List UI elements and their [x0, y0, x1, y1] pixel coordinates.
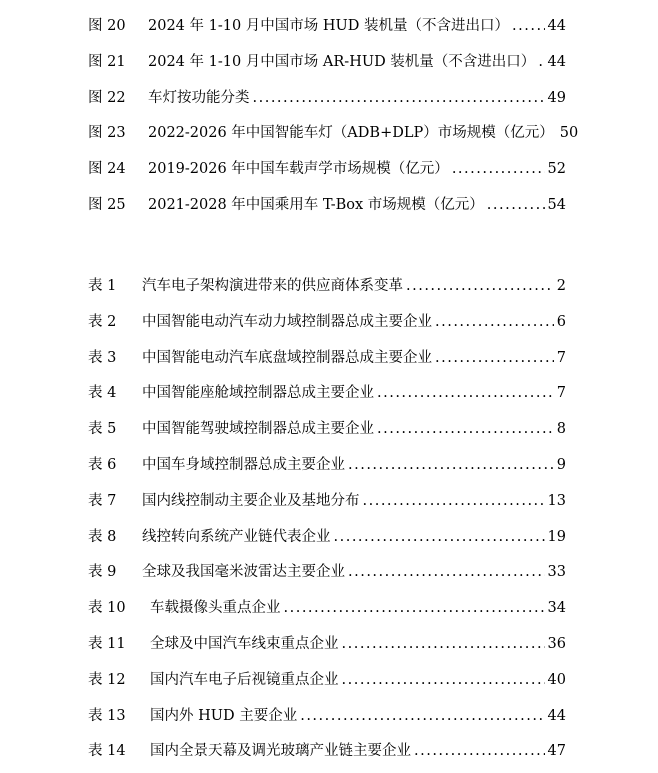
table-entry[interactable] — [88, 669, 566, 691]
table-entry-page-number: 13 — [547, 492, 566, 509]
figure-entry-number: 图 21 — [88, 53, 126, 70]
table-entry[interactable] — [88, 633, 566, 655]
figure-entry-number: 图 24 — [88, 161, 126, 178]
table-entry-number: 表 2 — [88, 313, 117, 330]
table-entry-page-number: 7 — [556, 385, 566, 402]
table-entry[interactable] — [88, 597, 566, 619]
figure-entry-page-number: 44 — [547, 53, 566, 70]
table-entry-page-number: 47 — [547, 743, 566, 760]
dot-leader — [487, 194, 545, 216]
table-entry-page-number: 34 — [547, 600, 566, 617]
table-entry-number: 表 4 — [88, 385, 117, 402]
table-entry-title: 国内线控制动主要企业及基地分布 — [142, 492, 360, 509]
figure-entry[interactable] — [88, 15, 566, 37]
table-entry-page-number: 44 — [547, 707, 566, 724]
figure-entry-number: 图 23 — [88, 125, 126, 142]
table-entry-page-number: 33 — [547, 564, 566, 581]
table-entry-number: 表 8 — [88, 528, 117, 545]
figure-entry-title: 2024 年 1-10 月中国市场 HUD 装机量（不含进出口） — [148, 18, 510, 34]
figure-entry-title: 车灯按功能分类 — [148, 89, 250, 106]
figure-entry[interactable] — [88, 194, 566, 216]
table-entry-number: 表 10 — [88, 600, 126, 617]
table-entry-title: 中国车身域控制器总成主要企业 — [142, 457, 345, 473]
table-entry[interactable] — [88, 382, 566, 404]
table-entry-page-number: 19 — [547, 528, 566, 545]
table-entry-page-number: 9 — [556, 457, 566, 473]
figure-entry-title: 2021-2028 年中国乘用车 T-Box 市场规模（亿元） — [148, 197, 484, 213]
figure-entry-number: 图 25 — [88, 197, 126, 213]
figure-entry-page-number: 44 — [547, 18, 566, 34]
figure-entry-number: 图 22 — [88, 89, 126, 106]
figure-entry-page-number: 49 — [547, 89, 566, 106]
dot-leader — [300, 705, 544, 727]
figure-entry-number: 图 20 — [88, 18, 126, 34]
dot-leader — [348, 561, 545, 583]
dot-leader — [406, 275, 554, 297]
table-entry-title: 线控转向系统产业链代表企业 — [142, 528, 331, 545]
table-entry-number: 表 11 — [88, 636, 126, 652]
figure-entry[interactable] — [88, 87, 566, 109]
table-entry-page-number: 36 — [547, 636, 566, 652]
table-entry-title: 全球及我国毫米波雷达主要企业 — [142, 564, 345, 581]
figure-entry-page-number: 50 — [559, 125, 579, 142]
table-entry[interactable] — [88, 311, 566, 333]
table-entry-title: 汽车电子架构演进带来的供应商体系变革 — [142, 278, 403, 294]
figure-entry-title: 2019-2026 年中国车载声学市场规模（亿元） — [148, 161, 449, 178]
table-entry[interactable] — [88, 454, 566, 476]
table-entry-title: 中国智能电动汽车底盘域控制器总成主要企业 — [142, 349, 432, 366]
table-entry-title: 中国智能座舱域控制器总成主要企业 — [142, 385, 374, 402]
dot-leader — [363, 490, 545, 512]
table-entry-page-number: 6 — [556, 313, 566, 330]
table-entry-title: 中国智能驾驶域控制器总成主要企业 — [142, 421, 374, 438]
table-entry-number: 表 3 — [88, 349, 117, 366]
table-entry[interactable] — [88, 490, 566, 512]
table-entry-title: 国内汽车电子后视镜重点企业 — [150, 671, 339, 688]
dot-leader — [538, 51, 544, 73]
table-entry[interactable] — [88, 740, 566, 762]
table-entry-number: 表 1 — [88, 278, 117, 294]
figure-entry-page-number: 52 — [547, 161, 566, 178]
table-entry-page-number: 40 — [547, 671, 566, 688]
figure-entry[interactable] — [88, 122, 579, 144]
dot-leader — [253, 87, 545, 109]
dot-leader — [342, 633, 545, 655]
dot-leader — [342, 669, 545, 691]
table-entry-page-number: 2 — [556, 278, 566, 294]
figure-entry-title: 2022-2026 年中国智能车灯（ADB+DLP）市场规模（亿元） — [148, 125, 554, 142]
table-entry[interactable] — [88, 561, 566, 583]
table-entry[interactable] — [88, 418, 566, 440]
table-entry-number: 表 7 — [88, 492, 117, 509]
dot-leader — [348, 454, 554, 476]
table-entry-title: 国内全景天幕及调光玻璃产业链主要企业 — [150, 743, 411, 760]
table-entry-title: 中国智能电动汽车动力域控制器总成主要企业 — [142, 313, 432, 330]
dot-leader — [512, 15, 545, 37]
table-entry[interactable] — [88, 275, 566, 297]
dot-leader — [284, 597, 545, 619]
figure-entry-title: 2024 年 1-10 月中国市场 AR-HUD 装机量（不含进出口） — [148, 53, 536, 70]
table-entry-number: 表 6 — [88, 457, 117, 473]
dot-leader — [452, 158, 545, 180]
table-entry-title: 国内外 HUD 主要企业 — [150, 707, 298, 724]
table-entry-page-number: 8 — [556, 421, 566, 438]
table-entry-number: 表 9 — [88, 564, 117, 581]
table-entry-number: 表 5 — [88, 421, 117, 438]
table-entry-number: 表 14 — [88, 743, 126, 760]
table-entry-number: 表 13 — [88, 707, 126, 724]
figure-entry-page-number: 54 — [547, 197, 566, 213]
table-entry-title: 车载摄像头重点企业 — [150, 600, 281, 617]
table-entry-page-number: 7 — [556, 349, 566, 366]
table-entry-title: 全球及中国汽车线束重点企业 — [150, 636, 339, 652]
dot-leader — [377, 418, 554, 440]
dot-leader — [435, 347, 554, 369]
figure-entry[interactable] — [88, 158, 566, 180]
dot-leader — [414, 740, 545, 762]
figure-entry[interactable] — [88, 51, 566, 73]
table-entry[interactable] — [88, 705, 566, 727]
dot-leader — [377, 382, 554, 404]
dot-leader — [435, 311, 554, 333]
dot-leader — [334, 526, 545, 548]
table-entry[interactable] — [88, 526, 566, 548]
table-entry[interactable] — [88, 347, 566, 369]
table-entry-number: 表 12 — [88, 671, 126, 688]
